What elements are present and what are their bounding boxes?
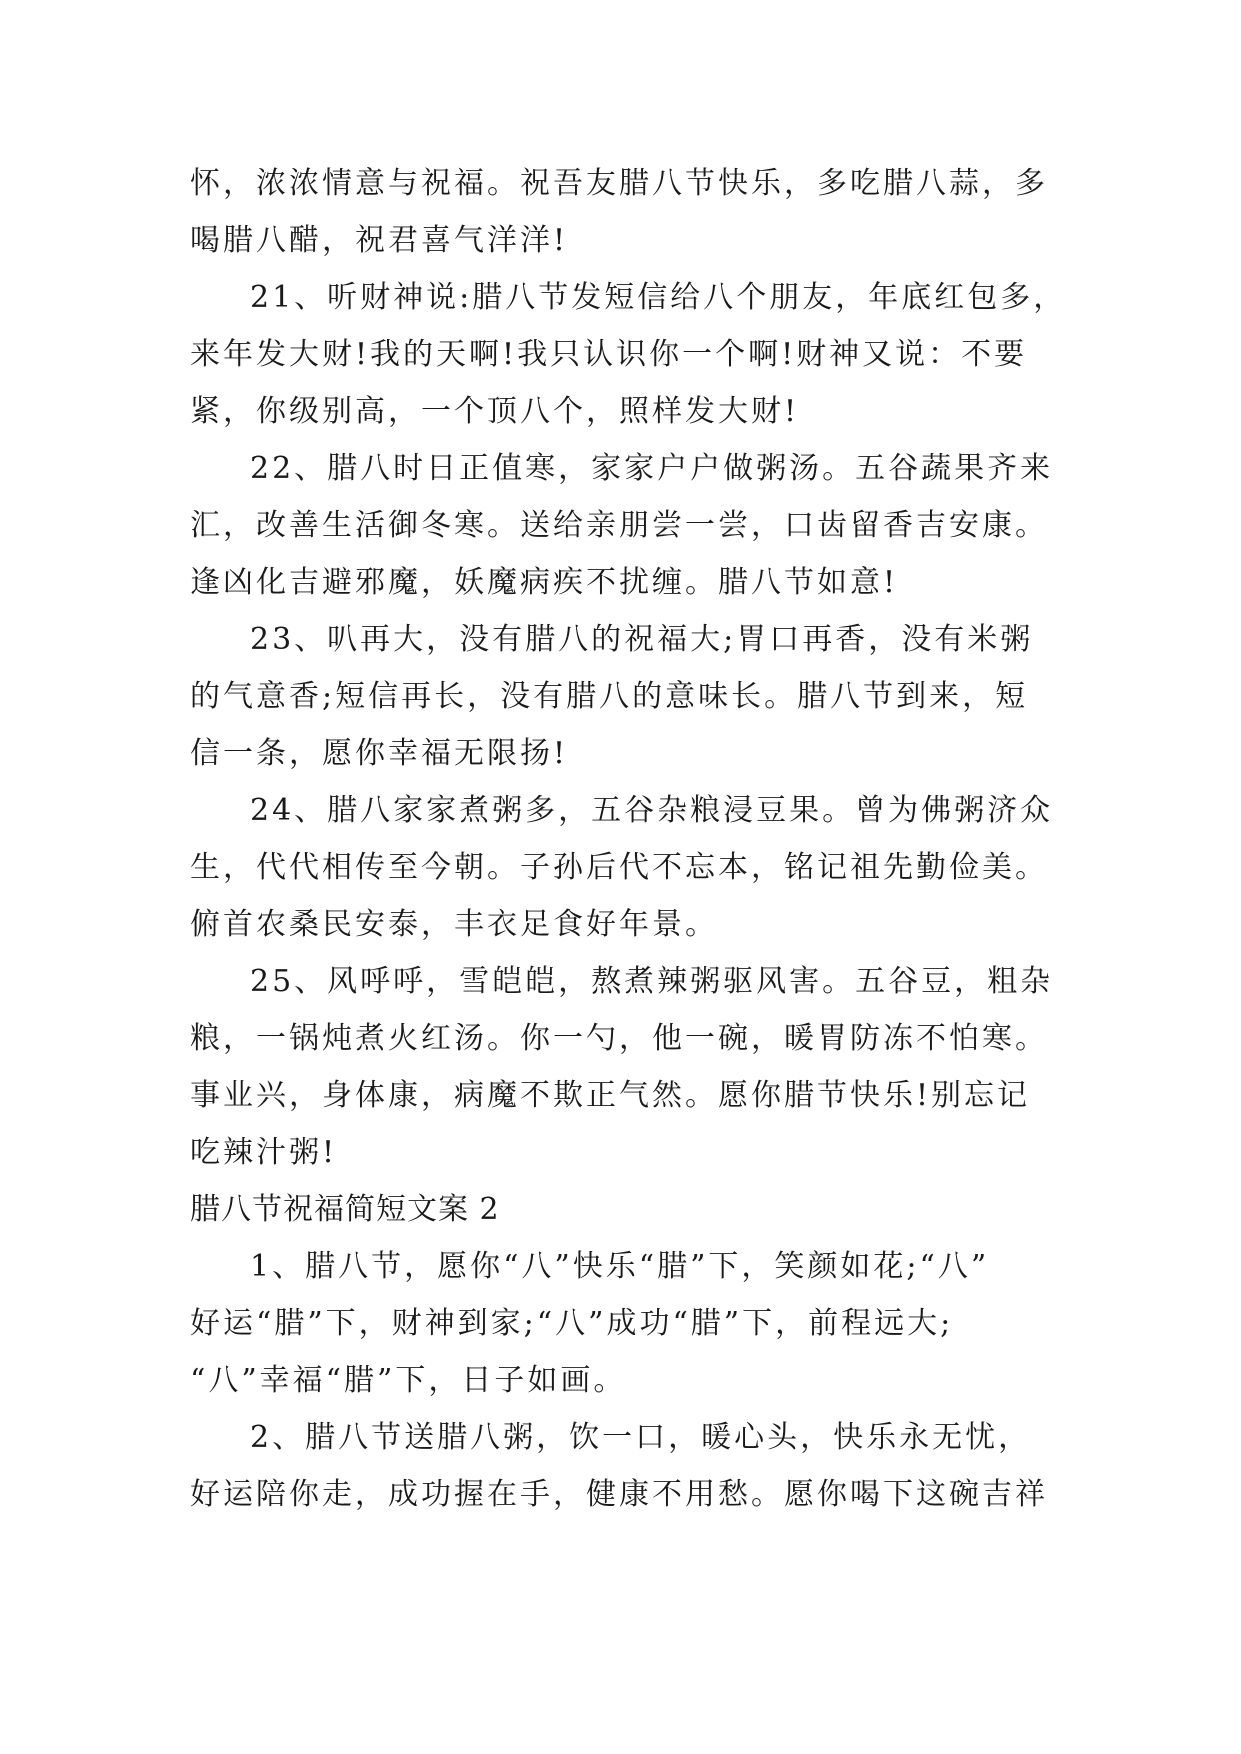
text-line: 好运陪你走，成功握在手，健康不用愁。愿你喝下这碗吉祥 bbox=[190, 1477, 1048, 1512]
text-line: “八”幸福“腊”下，日子如画。 bbox=[190, 1363, 627, 1398]
paragraph-24-start: 24、腊八家家煮粥多，五谷杂粮浸豆果。曾为佛粥济众 bbox=[250, 793, 1054, 828]
text-line: 粮，一锅炖煮火红汤。你一勺，他一碗，暖胃防冻不怕寒。 bbox=[190, 1021, 1048, 1056]
text-line: 好运“腊”下，财神到家;“八”成功“腊”下，前程远大; bbox=[190, 1306, 954, 1341]
paragraph-1-start: 1、腊八节，愿你“八”快乐“腊”下，笑颜如花;“八” bbox=[250, 1249, 990, 1284]
paragraph-25-start: 25、风呼呼，雪皑皑，熬煮辣粥驱风害。五谷豆，粗杂 bbox=[250, 964, 1054, 999]
text-line: 逢凶化吉避邪魔，妖魔病疾不扰缠。腊八节如意! bbox=[190, 565, 899, 600]
paragraph-22-start: 22、腊八时日正值寒，家家户户做粥汤。五谷蔬果齐来 bbox=[250, 451, 1054, 486]
text-line: 生，代代相传至今朝。子孙后代不忘本，铭记祖先勤俭美。 bbox=[190, 850, 1048, 885]
text-line: 紧，你级别高，一个顶八个，照样发大财! bbox=[190, 394, 800, 429]
document-body bbox=[190, 155, 1067, 1523]
text-line: 信一条，愿你幸福无限扬! bbox=[190, 736, 569, 771]
text-line: 吃辣汁粥! bbox=[190, 1135, 338, 1170]
text-line: 喝腊八醋，祝君喜气洋洋! bbox=[190, 223, 569, 258]
text-line: 怀，浓浓情意与祝福。祝吾友腊八节快乐，多吃腊八蒜，多 bbox=[190, 166, 1048, 201]
paragraph-21-start: 21、听财神说:腊八节发短信给八个朋友，年底红包多， bbox=[250, 280, 1067, 315]
text-line: 俯首农桑民安泰，丰衣足食好年景。 bbox=[190, 907, 718, 942]
paragraph-23-start: 23、叭再大，没有腊八的祝福大;胃口再香，没有米粥 bbox=[250, 622, 1034, 657]
paragraph-2-start: 2、腊八节送腊八粥，饮一口，暖心头，快乐永无忧， bbox=[250, 1420, 1032, 1455]
text-line: 来年发大财!我的天啊!我只认识你一个啊!财神又说：不要 bbox=[190, 337, 1028, 372]
text-line: 的气意香;短信再长，没有腊八的意味长。腊八节到来，短 bbox=[190, 679, 1029, 714]
section-heading: 腊八节祝福简短文案 2 bbox=[190, 1192, 500, 1227]
text-line: 事业兴，身体康，病魔不欺正气然。愿你腊节快乐!别忘记 bbox=[190, 1078, 1031, 1113]
text-line: 汇，改善生活御冬寒。送给亲朋尝一尝，口齿留香吉安康。 bbox=[190, 508, 1048, 543]
